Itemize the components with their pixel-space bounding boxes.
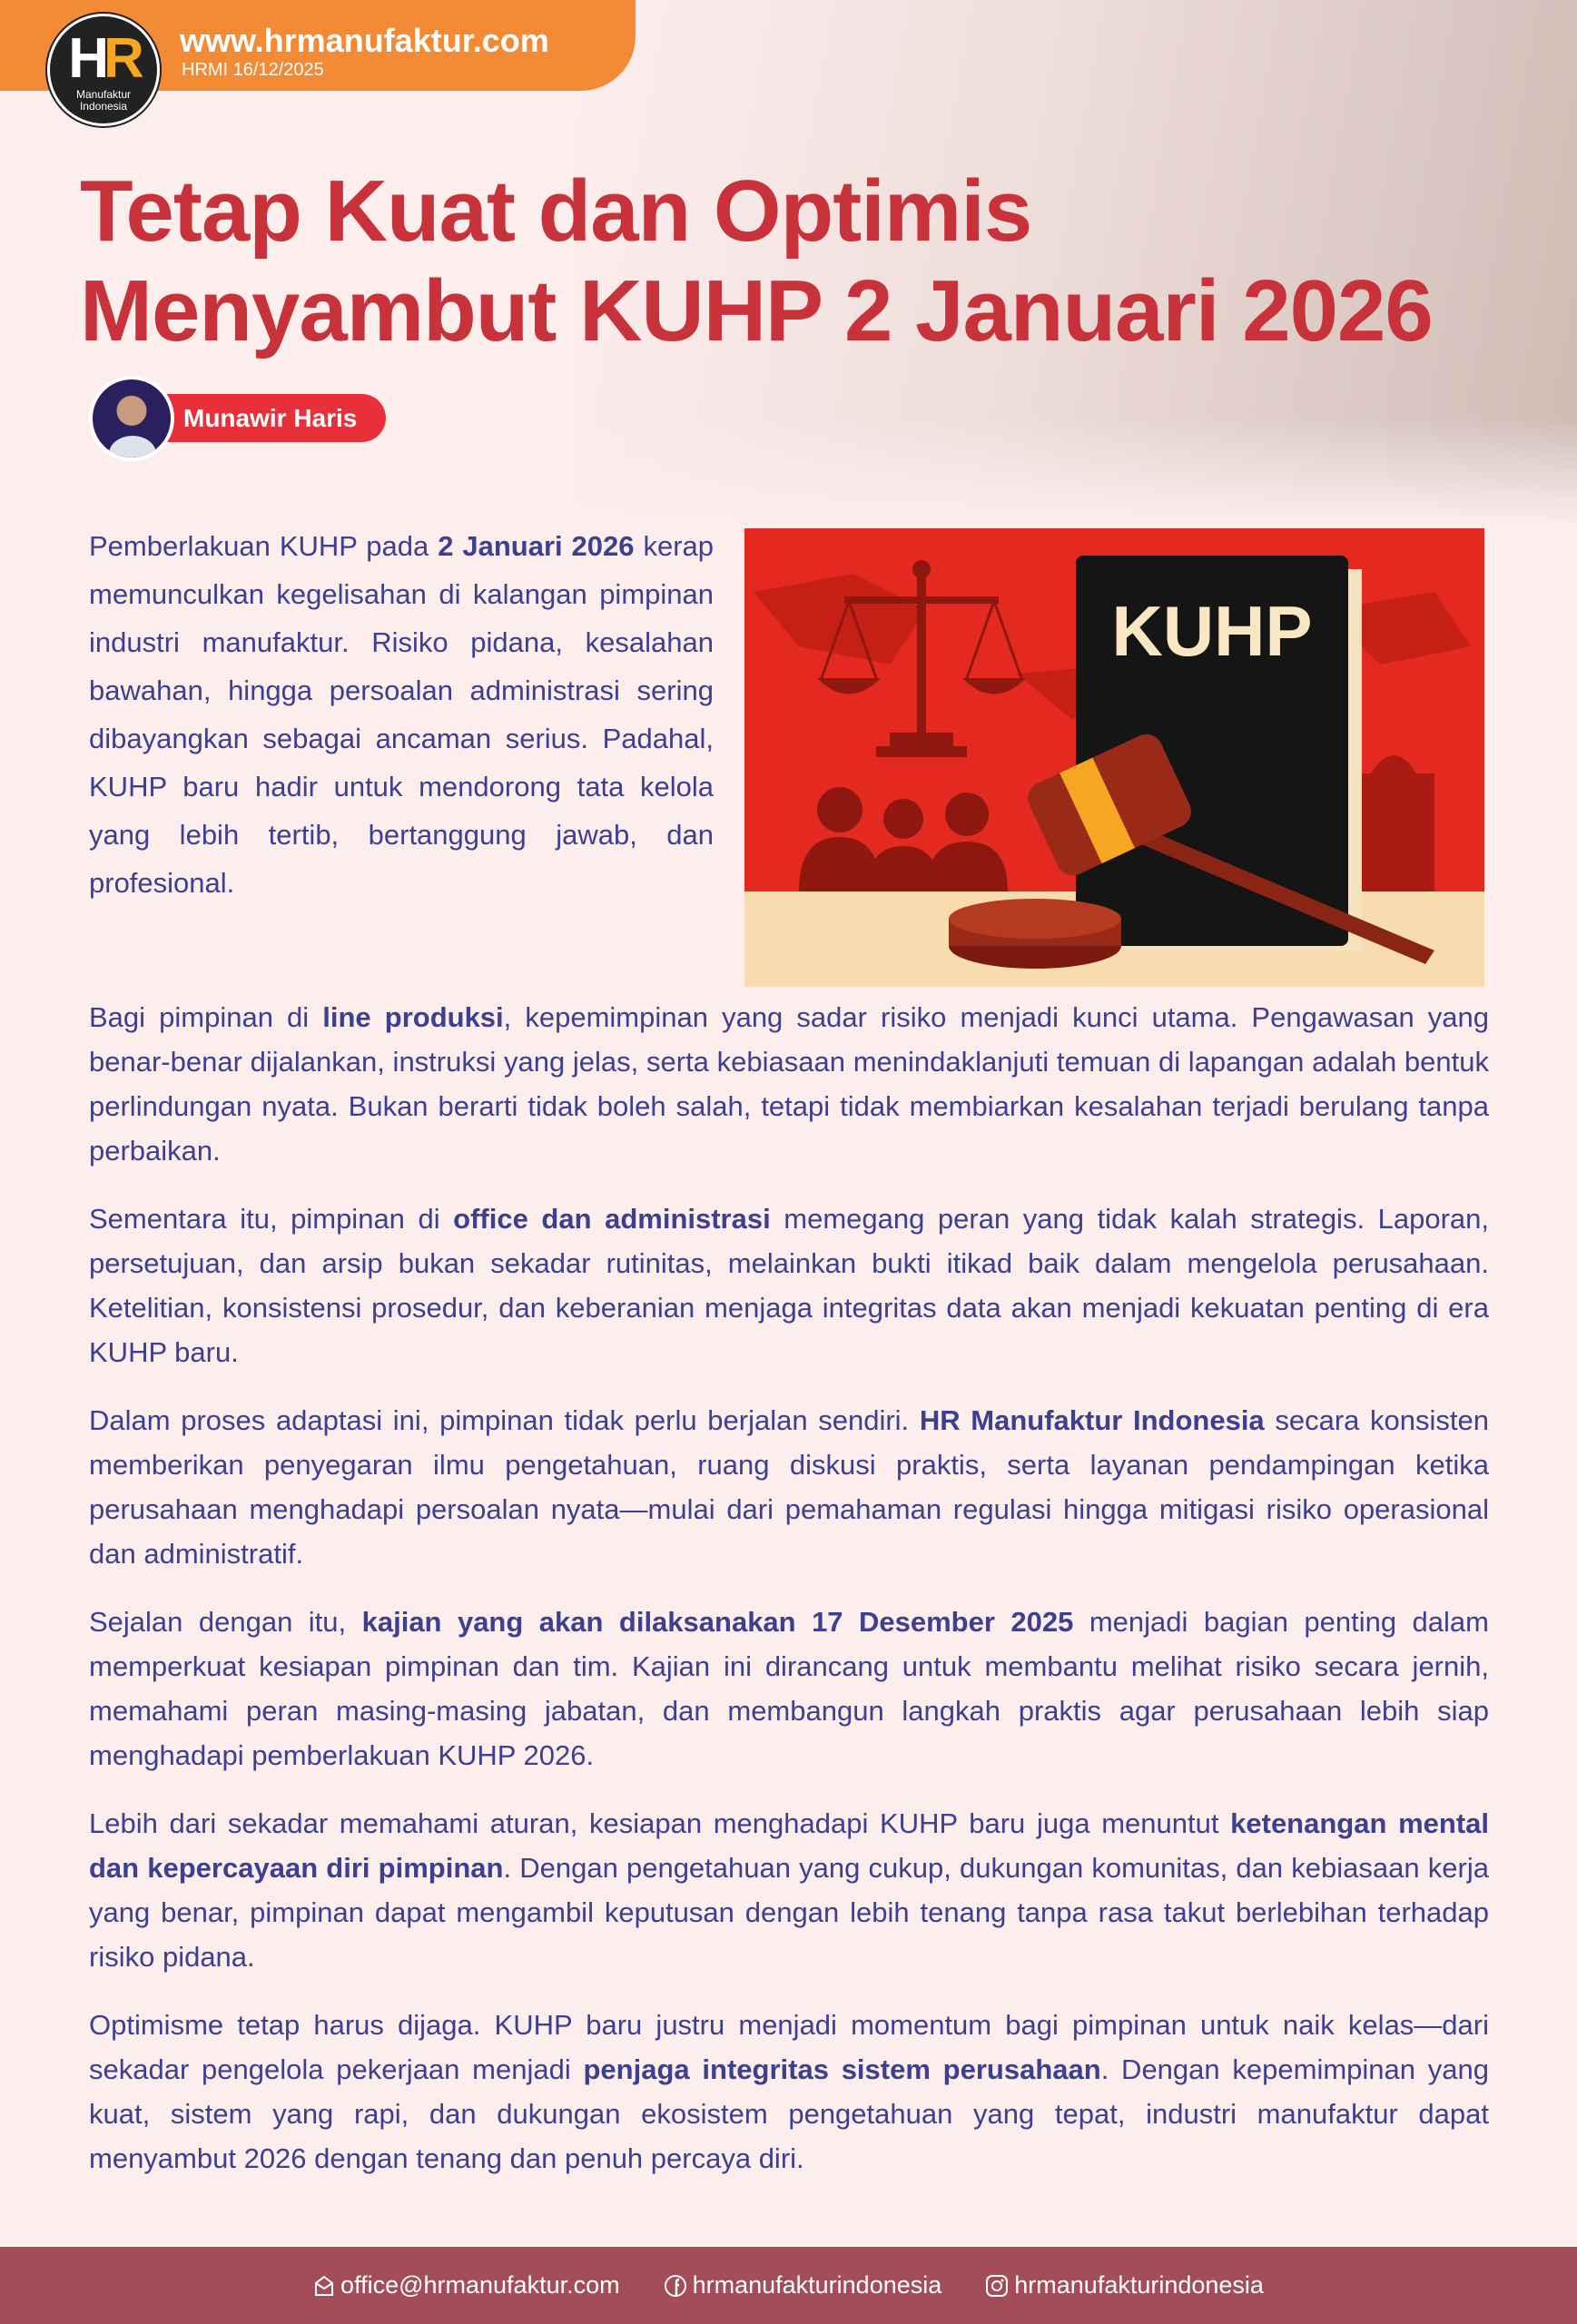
text: memegang peran yang tidak kalah strategis. Laporan, persetujuan, dan arsip bukan sekadar rutinitas, melainkan bukti itikad baik dalam mengelola perusahaan. Ketelitian, konsistensi prosedur, dan keberanian menjaga integritas data akan menjadi kekuatan penting di era KUHP baru. [89,1203,1489,1368]
footer-email[interactable] [313,2271,620,2299]
author-name: Munawir Haris [162,394,386,442]
text: secara konsisten memberikan penyegaran ilmu pengetahuan, ruang diskusi praktis, serta layanan pendampingan ketika perusahaan menghadapi persoalan nyata—mulai dari pemahaman regulasi hingga mitigasi risiko operasional dan administratif. [89,1404,1490,1570]
text: Bagi pimpinan di [89,1001,323,1033]
footer-facebook[interactable] [664,2271,942,2299]
text: menjadi bagian penting dalam memperkuat kesiapan pimpinan dan tim. Kajian ini dirancang untuk membantu melihat risiko secara jernih, memahami peran masing-masing jabatan, dan membangun langkah praktis agar perusahaan lebih siap menghadapi pemberlakuan KUHP 2026. [89,1606,1489,1771]
publication-code: HRMI 16/12/2025 [182,60,324,80]
text: . Dengan kepemimpinan yang kuat, sistem yang rapi, dan dukungan ekosistem pengetahuan yang tepat, industri manufaktur dapat menyambut 2026 dengan tenang dan penuh percaya diri. [89,2053,1489,2174]
facebook-icon [664,2274,687,2298]
bold-text: kajian yang akan dilaksanakan 17 Desember 2025 [361,1606,1074,1638]
logo-mark: HR [68,27,139,90]
building-silhouette [1353,755,1434,891]
bold-text: 2 Januari 2026 [438,530,635,562]
bold-text: HR Manufaktur Indonesia [919,1404,1265,1436]
text: Optimisme tetap harus dijaga. KUHP baru justru menjadi momentum bagi pimpinan untuk naik kelas—dari sekadar pengelola pekerjaan menjadi [89,2009,1489,2085]
paragraph-adaptasi [89,1398,1489,1576]
bold-text: ketenangan mental dan kepercayaan diri pimpinan [89,1807,1489,1884]
page-title [80,162,1433,361]
paragraph-intro [89,522,714,907]
footer [0,2247,1577,2324]
bold-text: office dan administrasi [453,1203,771,1235]
text: , kepemimpinan yang sadar risiko menjadi kunci utama. Pengawasan yang benar-benar dijalankan, instruksi yang jelas, serta kebiasaan menindaklanjuti temuan di lapangan adalah bentuk perlindungan nyata. Bukan berarti tidak boleh salah, tetapi tidak membiarkan kesalahan terjadi berulang tanpa perbaikan. [89,1001,1489,1167]
text: Dalam proses adaptasi ini, pimpinan tidak perlu berjalan sendiri. [89,1404,920,1436]
email-text: office@hrmanufaktur.com [340,2271,620,2299]
footer-instagram[interactable] [985,2271,1264,2299]
text: . Dengan pengetahuan yang cukup, dukungan komunitas, dan kebiasaan kerja yang benar, pimpinan dapat mengambil keputusan dengan lebih tenang tanpa rasa takut berlebihan terhadap risiko pidana. [89,1852,1489,1973]
text: Pemberlakuan KUHP pada [89,530,439,562]
logo-sub1: Manufaktur [75,88,132,101]
title-line-1: Tetap Kuat dan Optimis [80,162,1032,260]
logo [47,14,160,126]
facebook-text: hrmanufakturindonesia [692,2271,942,2299]
instagram-text: hrmanufakturindonesia [1014,2271,1264,2299]
bold-text: penjaga integritas sistem perusahaan [583,2053,1101,2085]
title-line-2: Menyambut KUHP 2 Januari 2026 [80,262,1433,359]
paragraph-optimisme [89,2003,1489,2181]
site-url[interactable]: www.hrmanufaktur.com [180,22,549,59]
paragraph-office [89,1196,1489,1374]
text: Lebih dari sekadar memahami aturan, kesiapan menghadapi KUHP baru juga menuntut [89,1807,1231,1839]
author-avatar [89,376,174,461]
logo-sub2: Indonesia [79,100,128,113]
kuhp-illustration [744,528,1484,987]
mail-icon [313,2274,335,2298]
paragraph-ketenangan [89,1801,1489,1979]
paragraph-kajian [89,1600,1489,1777]
paragraph-line-produksi [89,995,1489,1173]
book-label: KUHP [1111,591,1313,671]
text: Sementara itu, pimpinan di [89,1203,454,1235]
bold-text: line produksi [322,1001,504,1033]
instagram-icon [985,2274,1009,2298]
text: kerap memunculkan kegelisahan di kalangan pimpinan industri manufaktur. Risiko pidana, kesalahan bawahan, hingga persoalan administrasi sering dibayangkan sebagai ancaman serius. Padahal, KUHP baru hadir untuk mendorong tata kelola yang lebih tertib, bertanggung jawab, dan profesional. [89,530,714,899]
text: Sejalan dengan itu, [89,1606,362,1638]
